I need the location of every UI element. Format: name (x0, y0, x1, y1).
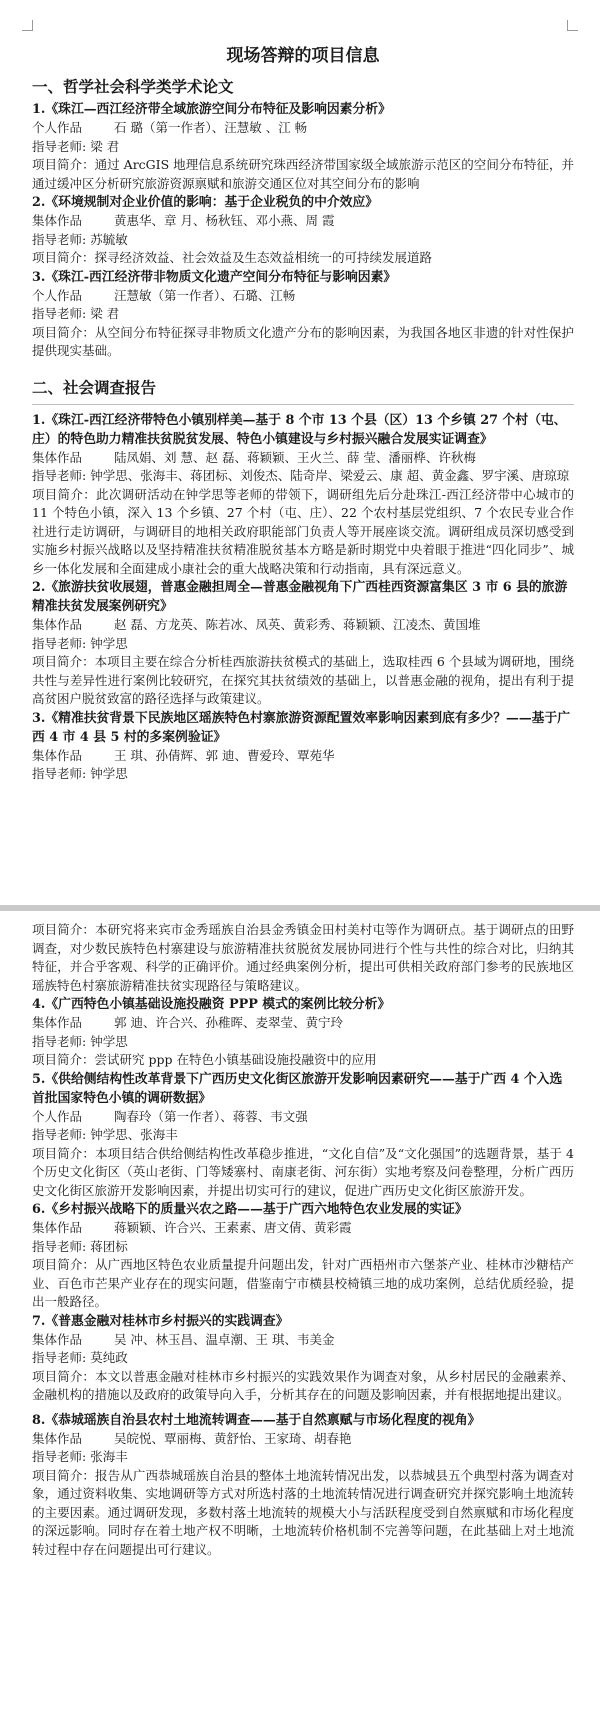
project-members: 黄惠华、章 月、杨秋钰、邓小燕、周 霞 (114, 213, 335, 228)
page-corner-mark (567, 20, 578, 31)
project-advisor: 苏毓敏 (90, 231, 128, 247)
project-kind: 集体作品 (32, 449, 83, 465)
page-corner-mark (22, 20, 33, 31)
section-heading: 二、社会调查报告 (32, 377, 157, 397)
advisor-label: 指导老师: (32, 766, 87, 781)
project-advisor: 蒋团标 (90, 1238, 128, 1254)
project-item (32, 709, 574, 784)
advisor-label: 指导老师: (32, 1449, 87, 1464)
project-description: 项目简介：本文以普惠金融对桂林市乡村振兴的实践效果作为调查对象，从乡村居民的金融素养、金融机构的措施以及政府的政策导向入手，分析其存在的问题及影响因素，并有根据地提出建议。 (32, 1368, 574, 1402)
project-members: 吴皖悦、覃丽梅、黄舒怡、王家琦、胡春艳 (114, 1430, 352, 1446)
project-members: 蒋颖颖、许合兴、王素素、唐文倩、黄彩霞 (114, 1220, 352, 1235)
project-description: 项目简介：报告从广西恭城瑶族自治县的整体土地流转情况出发，以恭城县五个典型村落为调查对象，通过资料收集、实地调研等方式对所选村落的土地流转情况进行调查研究并探究影响土地流转的主要因素。通过调研发现，多数村落土地流转的规模大小与活跃程度受到自然禀赋和市场化程度的深远影响。同时存在着土地产权不明晰，土地流转价格机制不完善等问题，在此基础上对土地流转过程中存在问题提出可行建议。 (32, 1467, 574, 1557)
project-item (32, 193, 574, 268)
project-title: 5.《供给侧结构性改革背景下广西历史文化街区旅游开发影响因素研究——基于广西 4 个入选首批国家特色小镇的调研数据》 (32, 1071, 563, 1106)
project-item (32, 995, 574, 1070)
project-description: 项目简介：从空间分布特征探寻非物质文化遗产分布的影响因素，为我国各地区非遗的针对性保护提供现实基础。 (32, 324, 574, 358)
project-title: 4.《广西特色小镇基础设施投融资 PPP 模式的案例比较分析》 (32, 997, 391, 1012)
project-kind: 个人作品 (32, 1108, 83, 1124)
project-title: 2.《环境规制对企业价值的影响：基于企业税负的中介效应》 (32, 195, 379, 210)
project-advisor: 钟学思 (90, 635, 128, 651)
project-advisor: 钟学思、张海丰、蒋团标、刘俊杰、陆奇岸、梁爱云、康 超、黄金鑫、罗宇溪、唐琼琼 (90, 468, 570, 483)
project-kind: 集体作品 (32, 1015, 83, 1030)
project-members: 石 璐（第一作者）、汪慧敏 、江 畅 (114, 120, 308, 135)
project-kind: 集体作品 (32, 617, 83, 632)
project-item (32, 1070, 574, 1201)
project-title: 3.《精准扶贫背景下民族地区瑶族特色村寨旅游资源配置效率影响因素到底有多少？——基于广西 4 市 4 县 5 村的多案例验证》 (32, 710, 571, 745)
project-item (32, 1411, 574, 1560)
project-advisor: 钟学思 (90, 1033, 128, 1049)
project-title: 8.《恭城瑶族自治县农村土地流转调查——基于自然禀赋与市场化程度的视角》 (32, 1412, 481, 1428)
project-item (32, 411, 574, 579)
project-description: 项目简介：从广西地区特色农业质量提升问题出发，针对广西梧州市六堡茶产业、桂林市沙糖桔产业、百色市芒果产业存在的现实问题，借鉴南宁市横县校椅镇三地的成功案例，总结优质经验，提出一般路径。 (32, 1257, 574, 1309)
project-members: 王 琪、孙倩辉、郭 迪、曹爱玲、覃苑华 (114, 747, 335, 763)
project-advisor: 钟学思、张海丰 (90, 1127, 178, 1142)
project-members: 赵 磊、方龙英、陈若冰、凤英、黄彩秀、蒋颖颖、江凌杰、黄国堆 (114, 617, 481, 632)
advisor-label: 指导老师: (32, 1350, 87, 1365)
project-item (32, 1559, 574, 1578)
project-description: 项目简介：本项目主要在综合分析桂西旅游扶贫模式的基础上，选取桂西 6 个县域为调研地，围绕共性与差异性进行案例比较研究，在探究其扶贫绩效的基础上，以普惠金融的视角，提出有利于提高贫困户脱贫致富的路径选择与政策建议。 (32, 654, 574, 706)
project-title: 6.《乡村振兴战略下的质量兴农之路——基于广西六地特色农业发展的实证》 (32, 1202, 468, 1217)
project-advisor: 梁 君 (90, 306, 120, 321)
project-advisor: 梁 君 (90, 138, 120, 154)
project-advisor: 张海丰 (90, 1449, 128, 1464)
advisor-label: 指导老师: (32, 1033, 87, 1049)
project-kind: 个人作品 (32, 287, 83, 303)
project-description: 项目简介：探寻经济效益、社会效益及生态效益相统一的可持续发展道路 (32, 250, 433, 265)
project-item (32, 921, 574, 995)
project-title: 3.《珠江-西江经济带非物质文化遗产空间分布特征与影响因素》 (32, 269, 397, 285)
project-item (32, 1200, 574, 1312)
project-title: 1.《珠江-西江经济带特色小镇别样美—基于 8 个市 13 个县（区）13 个乡镇 27 个村（屯、庄）的特色助力精准扶贫脱贫发展、特色小镇建设与乡村振兴融合发展实证调查》 (32, 412, 567, 447)
project-members: 陆凤娟、刘 慧、赵 磊、蒋颖颖、王火兰、薛 莹、潘丽桦、许秋梅 (114, 449, 476, 465)
project-description: 项目简介：本研究将来宾市金秀瑶族自治县金秀镇金田村美村屯等作为调研点。基于调研点的田野调查，对少数民族特色村寨建设与旅游精准扶贫脱贫发展协同进行个性与共性的综合对比，归纳其特征，并合乎客观、科学的正确评价。通过经典案例分析，提出可供相关政府部门参考的民族地区瑶族特色村寨旅游精准扶贫实现路径与策略建议。 (32, 922, 574, 993)
project-kind: 集体作品 (32, 747, 83, 763)
project-advisor: 莫纯政 (90, 1350, 128, 1365)
project-item (32, 268, 574, 361)
advisor-label: 指导老师: (32, 468, 87, 483)
project-kind: 个人作品 (32, 120, 83, 135)
project-item (32, 1312, 574, 1405)
project-description: 项目简介：此次调研活动在钟学思等老师的带领下，调研组先后分赴珠江-西江经济带中心城市的 11 个特色小镇，深入 13 个乡镇、27 个村（屯、庄）、22 个农村基层党组织、7 个农民专业合作社进行走访调研，与调研目的地相关政府职能部门负责人等开展座谈交流。调研组成员深切感受到实施乡村振兴战略以及坚持精准扶贫精准脱贫基本方略是新时期党中央着眼于推进“四化同步”、城乡一体化发展和全面建成小康社会的重大战略决策和行动指南，具有深远意义。 (32, 486, 574, 576)
project-item (32, 578, 574, 709)
page-2 (0, 911, 600, 1715)
project-description: 项目简介：尝试研究 ppp 在特色小镇基础设施投融资中的应用 (32, 1052, 377, 1067)
project-members: 吴 冲、林玉昌、温卓潮、王 琪、韦美金 (114, 1331, 335, 1347)
project-title: 2.《旅游扶贫收展翅，普惠金融担周全—普惠金融视角下广西桂西资源富集区 3 市 6 县的旅游精准扶贫发展案例研究》 (32, 580, 568, 614)
project-title: 1.《珠江—西江经济带全域旅游空间分布特征及影响因素分析》 (32, 102, 391, 117)
project-advisor: 钟学思 (90, 766, 128, 781)
project-kind: 集体作品 (32, 1430, 83, 1446)
project-members: 汪慧敏（第一作者）、石璐、江畅 (114, 287, 296, 303)
project-members: 陶春玲（第一作者）、蒋蓉、韦文强 (114, 1108, 308, 1124)
project-kind: 集体作品 (32, 1331, 83, 1347)
advisor-label: 指导老师: (32, 635, 87, 651)
project-kind: 集体作品 (32, 213, 83, 228)
advisor-label: 指导老师: (32, 1127, 87, 1142)
section-divider (32, 404, 574, 405)
project-description: 项目简介：通过 ArcGIS 地理信息系统研究珠西经济带国家级全域旅游示范区的空间分布特征，并通过缓冲区分析研究旅游资源禀赋和旅游交通区位对其空间分布的影响 (32, 157, 574, 191)
document-title: 现场答辩的项目信息 (226, 46, 380, 66)
advisor-label: 指导老师: (32, 306, 87, 321)
project-title: 7.《普惠金融对桂林市乡村振兴的实践调查》 (32, 1313, 289, 1329)
section-heading: 一、哲学社会科学类学术论文 (32, 77, 234, 96)
project-members: 郭 迪、许合兴、孙稚晖、麦翠莹、黄宁玲 (114, 1015, 343, 1030)
advisor-label: 指导老师: (32, 138, 87, 154)
project-kind: 集体作品 (32, 1220, 83, 1235)
project-description: 项目简介：本项目结合供给侧结构性改革稳步推进，“文化自信”及“文化强国”的选题背景，基于 4 个历史文化街区（英山老街、门等矮寨村、南康老街、河东街）实地考察及问卷整理，分析广西历史文化街区旅游开发影响因素，并提出切实可行的建议，促进广西历史文化街区旅游开发。 (32, 1145, 574, 1198)
project-item (32, 100, 574, 193)
advisor-label: 指导老师: (32, 231, 87, 247)
advisor-label: 指导老师: (32, 1238, 87, 1254)
